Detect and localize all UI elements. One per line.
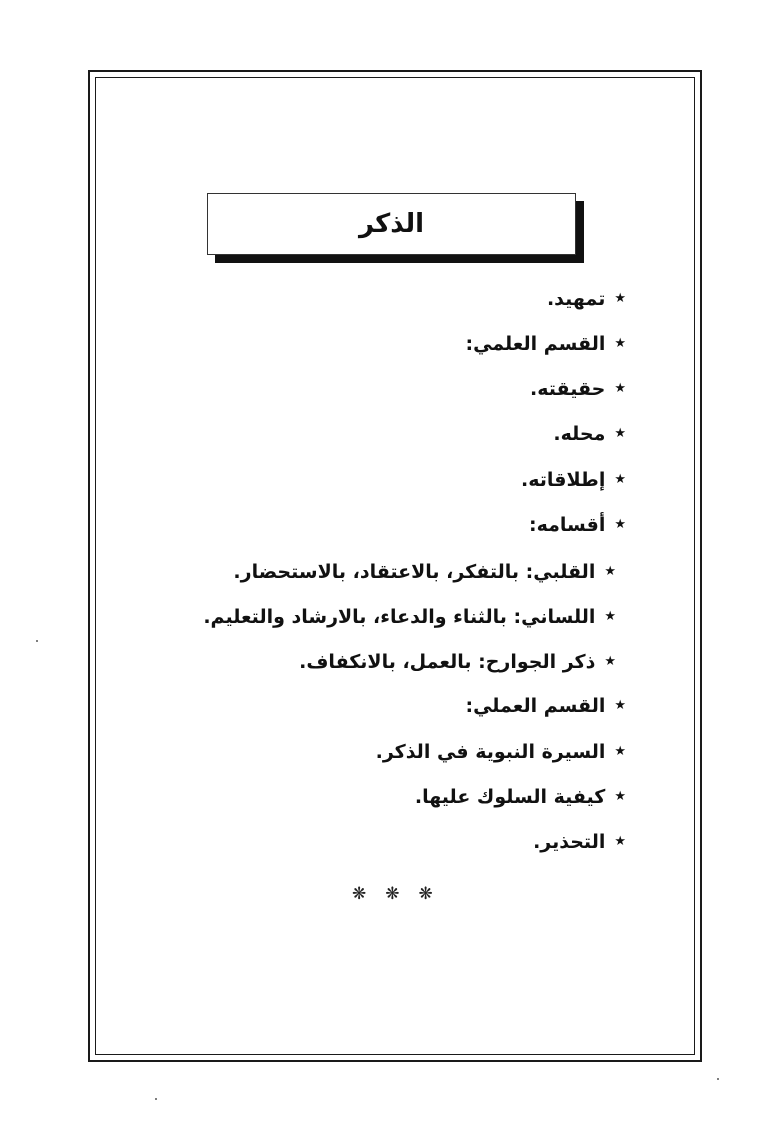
section-separator	[352, 884, 433, 904]
list-item-text: أقسامه:	[529, 514, 606, 536]
list-item-text: حقيقته.	[530, 378, 606, 400]
scan-speck	[36, 640, 38, 642]
star-bullet-icon: ★	[614, 789, 626, 804]
star-bullet-icon: ★	[604, 564, 616, 579]
list-item-text: القسم العلمي:	[465, 333, 606, 355]
star-bullet-icon: ★	[614, 698, 626, 713]
star-bullet-icon: ★	[614, 517, 626, 532]
list-item-text: اللساني: بالثناء والدعاء، بالارشاد والتعليم.	[203, 606, 596, 628]
star-bullet-icon: ★	[604, 654, 616, 669]
title-box	[207, 193, 576, 255]
list-item-place	[553, 421, 626, 447]
scan-speck	[717, 1078, 719, 1080]
star-bullet-icon: ★	[604, 609, 616, 624]
list-item-text: القلبي: بالتفكر، بالاعتقاد، بالاستحضار.	[233, 561, 596, 583]
list-item-conduct	[415, 784, 626, 810]
list-item-reality	[530, 376, 626, 402]
list-item-text: محله.	[553, 423, 606, 445]
star-bullet-icon: ★	[614, 744, 626, 759]
list-item-intro	[547, 286, 626, 312]
list-item-text: السيرة النبوية في الذكر.	[375, 741, 606, 763]
asterism-icon: ❋	[385, 884, 400, 904]
list-item-heart	[233, 559, 616, 585]
list-item-text: كيفية السلوك عليها.	[414, 786, 606, 808]
list-item-text: القسم العملي:	[465, 695, 606, 717]
star-bullet-icon: ★	[614, 291, 626, 306]
asterism-icon: ❋	[418, 884, 433, 904]
list-item-theoretical-section	[465, 331, 626, 357]
list-item-text: تمهيد.	[546, 288, 606, 310]
star-bullet-icon: ★	[614, 381, 626, 396]
list-item-limbs	[299, 649, 616, 675]
page-title: الذكر	[359, 209, 424, 239]
list-item-text: ذكر الجوارح: بالعمل، بالانكفاف.	[299, 651, 596, 673]
list-item-prophetic-biography	[376, 739, 626, 765]
list-item-warning	[533, 829, 626, 855]
list-item-practical-section	[465, 693, 626, 719]
star-bullet-icon: ★	[614, 426, 626, 441]
list-item-text: إطلاقاته.	[521, 469, 606, 491]
scan-speck	[155, 1098, 157, 1100]
star-bullet-icon: ★	[614, 834, 626, 849]
star-bullet-icon: ★	[614, 336, 626, 351]
asterism-icon: ❋	[352, 884, 367, 904]
list-item-text: التحذير.	[533, 831, 606, 853]
list-item-usages	[521, 467, 626, 493]
star-bullet-icon: ★	[614, 472, 626, 487]
list-item-tongue	[203, 604, 616, 630]
list-item-types	[529, 512, 626, 538]
